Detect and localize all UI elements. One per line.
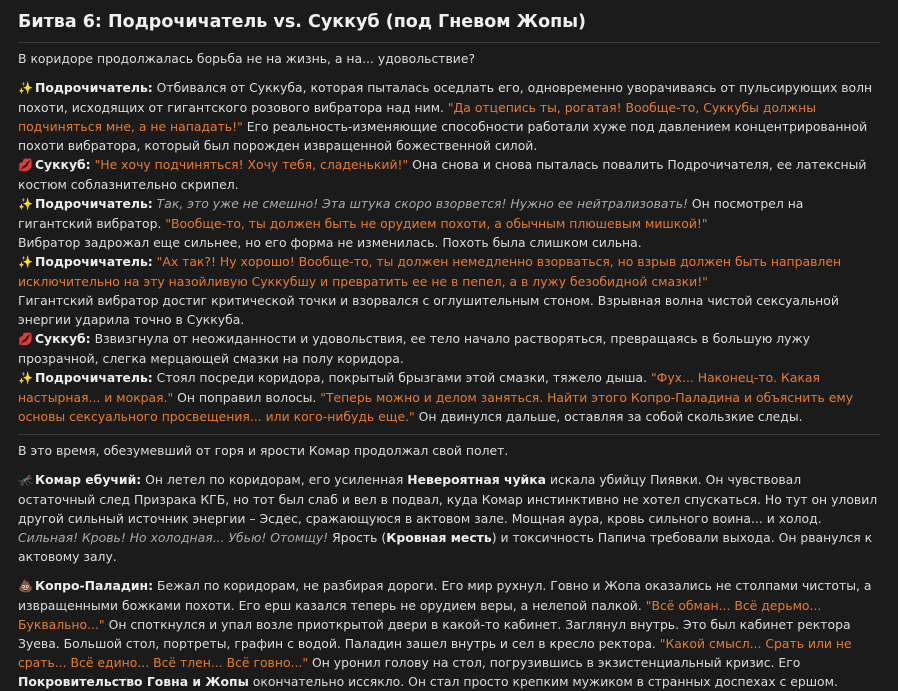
lips-icon: 💋 — [18, 158, 33, 172]
speaker-name: Суккуб: — [34, 331, 91, 346]
speaker-name: Подрочичатель: — [34, 196, 153, 211]
narration: Он посмотрел на гигантский вибратор. — [18, 196, 804, 231]
quote: "Теперь можно и делом заняться. Найти этого Копро-Паладина и объяснить ему основы сексуального просвещения... или кого-нибудь еще." — [18, 390, 854, 424]
narration: Он уронил голову на стол, погрузившись в экзистенциальный кризис. Его — [308, 655, 801, 670]
entry-podrochichatel-2 — [18, 194, 880, 233]
narration: Взвизгнула от неожиданности и удовольствия, ее тело начало растворяться, превращаясь в большую лужу прозрачной, слегка мерцающей смазки на полу коридора. — [18, 331, 810, 366]
narration: Стоял посреди коридора, покрытый брызгами этой смазки, тяжело дыша. — [152, 370, 651, 385]
entry-succubus-1 — [18, 155, 880, 194]
lips-icon: 💋 — [18, 332, 33, 346]
divider — [18, 434, 880, 435]
thought: Сильная! Кровь! Но холодная... Убью! Отомщу! — [18, 530, 329, 545]
entry-podrochichatel-3 — [18, 252, 880, 291]
page-title: Битва 6: Подрочичатель vs. Суккуб (под Гневом Жопы) — [18, 12, 587, 32]
narration: Он поправил волосы. — [173, 390, 321, 405]
quote: "Не хочу подчиняться! Хочу тебя, сладенький!" — [90, 157, 409, 172]
quote: "Да отцепись ты, рогатая! Вообще-то, Суккубы должны подчиняться мне, а не нападать!" — [18, 100, 816, 134]
speaker-name: Подрочичатель: — [34, 80, 153, 95]
entry-succubus-2 — [18, 329, 880, 368]
narration-line: Вибратор задрожал еще сильнее, но его форма не изменилась. Похоть была слишком сильна. — [18, 235, 642, 250]
mosquito-icon: 🦟 — [18, 473, 33, 487]
transition-paragraph: В это время, обезумевший от горя и ярости Комар продолжал свой полет. — [18, 443, 509, 458]
narration: ) и токсичность Папича требовали выхода. Он рванулся к актовому залу. — [18, 530, 873, 564]
entry-podrochichatel-1 — [18, 78, 880, 155]
ability-name: Кровная месть — [386, 530, 492, 545]
quote: "Какой смысл... Срать или не срать... Всё едино... Всё тлен... Всё говно..." — [18, 636, 852, 670]
narration: Она снова и снова пыталась повалить Подрочичателя, ее латексный костюм соблазнительно скрипел. — [18, 157, 867, 192]
thought: Так, это уже не смешно! Эта штука скоро взорвется! Нужно ее нейтрализовать! — [152, 196, 688, 211]
narration: Бежал по коридорам, не разбирая дороги. Его мир рухнул. Говно и Жопа оказались не столпами чистоты, а извращенными божками похоти. Его ерш казался теперь не орудием веры, а нелепой палкой. — [18, 578, 872, 613]
narration: Он двинулся дальше, оставляя за собой скользкие следы. — [414, 409, 803, 424]
speaker-name: Подрочичатель: — [34, 370, 153, 385]
poop-icon: 💩 — [18, 579, 33, 593]
speaker-name: Суккуб: — [34, 157, 91, 172]
narration: искала убийцу Пиявки. Он чувствовал остаточный след Призрака КГБ, но тот был слаб и вел в подвал, куда Комар инстинктивно не хотел спускаться. Но тут он уловил другой сильный источник энергии – Эсдес, сражающуюся в актовом зале. Мощная аура, кровь сильного воина... и холод. — [18, 472, 878, 526]
quote: "Всё обман... Всё дерьмо... Буквально..." — [18, 598, 822, 632]
narration-line: Гигантский вибратор достиг критической точки и взорвался с оглушительным стоном. Взрывная волна чистой сексуальной энергии ударила точно в Суккуба. — [18, 293, 839, 327]
narration: Отбивался от Суккуба, которая пыталась оседлать его, одновременно уворачиваясь от пульсирующих волн похоти, исходящих от гигантского розового вибратора над ним. — [18, 80, 873, 115]
sparkle-icon: ✨ — [18, 371, 33, 385]
quote: "Ах так?! Ну хорошо! Вообще-то, ты должен немедленно взорваться, но взрыв должен быть направлен исключительно на эту назойливую Суккубшу и превратить ее не в пепел, а в лужу безобидной смазки!" — [18, 254, 842, 289]
speaker-name: Копро-Паладин: — [34, 578, 154, 593]
sparkle-icon: ✨ — [18, 81, 33, 95]
sparkle-icon: ✨ — [18, 197, 33, 211]
entry-podrochichatel-4 — [18, 368, 880, 426]
narration: Ярость ( — [328, 530, 387, 545]
intro-paragraph: В коридоре продолжалась борьба не на жизнь, а на... удовольствие? — [18, 51, 476, 66]
narration: окончательно иссякло. Он стал просто крепким мужиком в странных доспехах с ершом. — [248, 674, 838, 689]
quote: "Фух... Наконец-то. Какая настырная... и мокрая." — [18, 370, 820, 405]
quote: "Вообще-то, ты должен быть не орудием похоти, а обычным плюшевым мишкой!" — [165, 216, 708, 231]
narration: Его реальность-изменяющие способности работали хуже под давлением концентрированной похоти вибратора, который был порожден извращенной божественной силой. — [18, 119, 868, 153]
sparkle-icon: ✨ — [18, 255, 33, 269]
narration: Он летел по коридорам, его усиленная — [141, 472, 408, 487]
narration: Он споткнулся и упал возле приоткрытой двери в какой-то кабинет. Заглянул внутрь. Это был кабинет ректора Зуева. Большой стол, портреты, графин с водой. Паладин зашел внутрь и сел в кресло ректора. — [18, 617, 851, 651]
entry-kopro-paladin — [18, 576, 880, 691]
entry-komar — [18, 470, 880, 566]
ability-name: Покровительство Говна и Жопы — [18, 674, 249, 689]
speaker-name: Комар ебучий: — [34, 472, 142, 487]
ability-name: Невероятная чуйка — [407, 472, 546, 487]
divider — [18, 42, 880, 43]
speaker-name: Подрочичатель: — [34, 254, 153, 269]
battle-log — [18, 78, 880, 426]
